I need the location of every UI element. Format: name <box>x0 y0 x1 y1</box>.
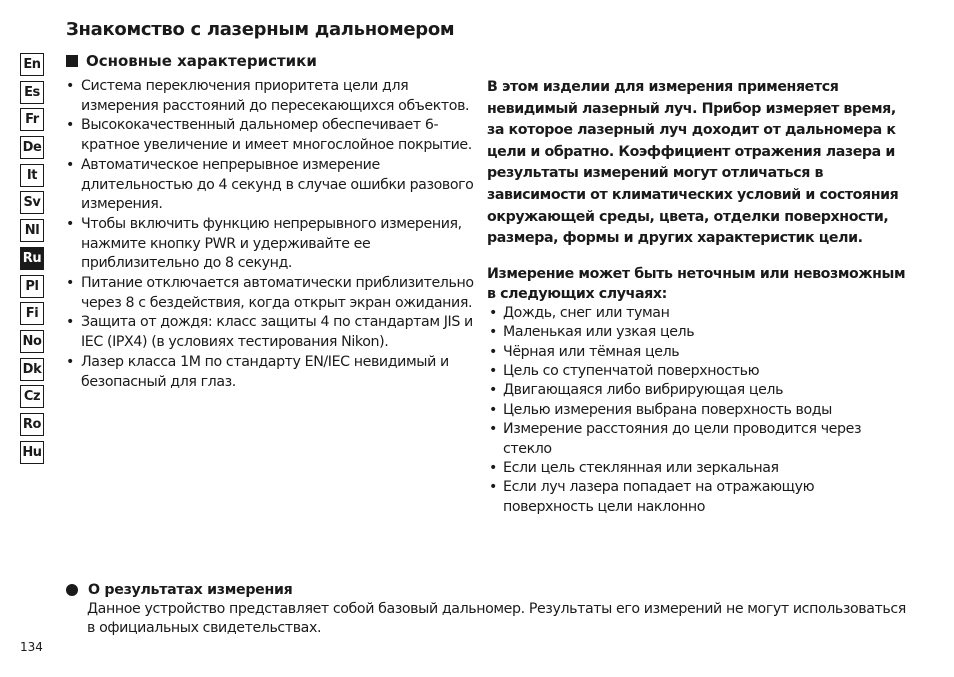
feature-item: • Система переключения приоритета цели для измерения расстояний до пересекающихся объектов. <box>66 77 476 116</box>
case-item: • Маленькая или узкая цель <box>487 323 907 342</box>
case-item: • Цель со ступенчатой поверхностью <box>487 362 907 381</box>
case-item: • Двигающаяся либо вибрирующая цель <box>487 381 907 400</box>
language-tab-hu[interactable]: Hu <box>20 441 44 464</box>
measurement-intro: В этом изделии для измерения применяется невидимый лазерный луч. Прибор измеряет время, за которое лазерный луч доходит от дальномера к цели и обратно. Коэффициент отражения лазера и результаты измерений могут отличаться в зависимости от климатических условий и состояния окружающей среды, цвета, отделки поверхности, размера, формы и других характеристик цели. <box>487 79 899 247</box>
feature-item: • Питание отключается автоматически приблизительно через 8 с бездействия, когда открыт экран ожидания. <box>66 274 476 313</box>
page-number: 134 <box>20 640 43 654</box>
case-item: • Дождь, снег или туман <box>487 304 907 323</box>
language-tab-it[interactable]: It <box>20 164 44 187</box>
feature-item: • Защита от дождя: класс защиты 4 по стандартам JIS и IEC (IPX4) (в условиях тестирования Nikon). <box>66 313 476 352</box>
case-item: • Измерение расстояния до цели проводится через стекло <box>487 420 907 459</box>
language-tabs <box>20 53 44 468</box>
results-note-title-text: О результатах измерения <box>88 582 293 598</box>
circle-bullet-icon <box>66 584 78 596</box>
language-tab-fi[interactable]: Fi <box>20 302 44 325</box>
features-list <box>66 77 476 392</box>
feature-item: • Высококачественный дальномер обеспечивает 6-кратное увеличение и имеет многослойное покрытие. <box>66 116 476 155</box>
language-tab-es[interactable]: Es <box>20 81 44 104</box>
language-tab-de[interactable]: De <box>20 136 44 159</box>
results-note-text: Данное устройство представляет собой базовый дальномер. Результаты его измерений не могут использоваться в официальных свидетельствах. <box>87 601 906 636</box>
features-heading-text: Основные характеристики <box>86 52 317 70</box>
language-tab-pl[interactable]: Pl <box>20 275 44 298</box>
language-tab-nl[interactable]: Nl <box>20 219 44 242</box>
language-tab-ru[interactable]: Ru <box>20 247 44 270</box>
measurement-cases-list <box>487 304 907 517</box>
results-note <box>66 580 906 638</box>
features-heading <box>66 52 317 70</box>
case-item: • Целью измерения выбрана поверхность воды <box>487 401 907 420</box>
language-tab-ro[interactable]: Ro <box>20 413 44 436</box>
language-tab-en[interactable]: En <box>20 53 44 76</box>
feature-item: • Лазер класса 1M по стандарту EN/IEC невидимый и безопасный для глаз. <box>66 353 476 392</box>
language-tab-dk[interactable]: Dk <box>20 358 44 381</box>
results-note-title <box>66 580 906 600</box>
case-item: • Чёрная или тёмная цель <box>487 343 907 362</box>
feature-item: • Автоматическое непрерывное измерение длительностью до 4 секунд в случае ошибки разового измерения. <box>66 156 476 215</box>
language-tab-fr[interactable]: Fr <box>20 108 44 131</box>
feature-item: • Чтобы включить функцию непрерывного измерения, нажмите кнопку PWR и удерживайте ее приблизительно до 8 секунд. <box>66 215 476 274</box>
page-title: Знакомство с лазерным дальномером <box>66 19 455 40</box>
measurement-cases-title: Измерение может быть неточным или невозможным в следующих случаях: <box>487 265 906 302</box>
language-tab-no[interactable]: No <box>20 330 44 353</box>
language-tab-cz[interactable]: Cz <box>20 385 44 408</box>
square-bullet-icon <box>66 55 78 67</box>
measurement-column <box>487 77 907 517</box>
language-tab-sv[interactable]: Sv <box>20 191 44 214</box>
case-item: • Если луч лазера попадает на отражающую поверхность цели наклонно <box>487 478 907 517</box>
case-item: • Если цель стеклянная или зеркальная <box>487 459 907 478</box>
